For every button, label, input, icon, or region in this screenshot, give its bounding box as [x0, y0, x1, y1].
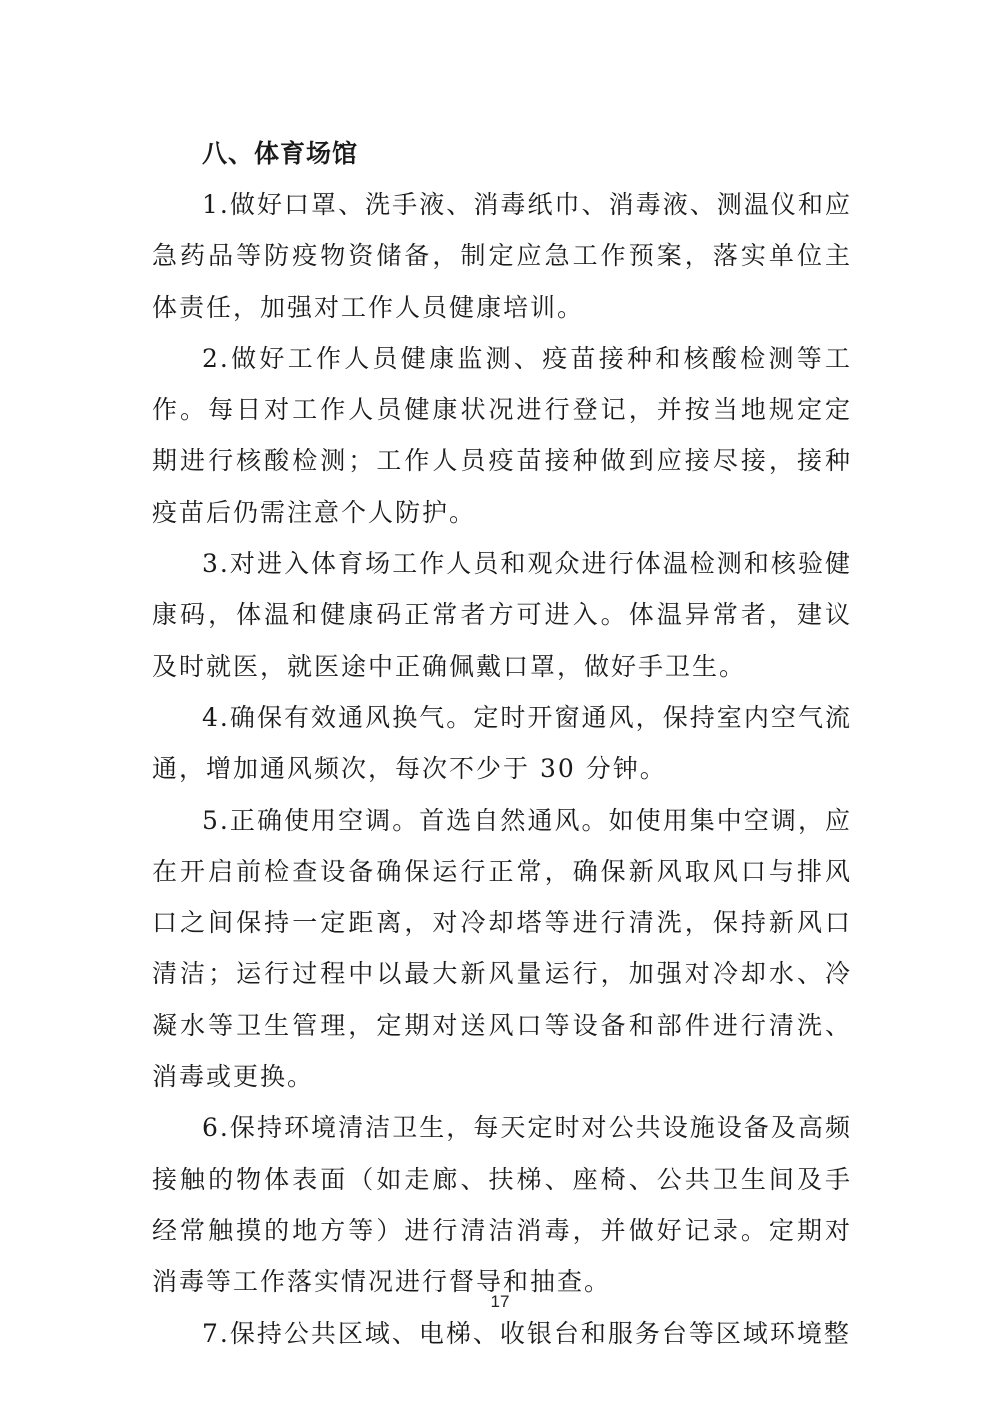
paragraph-6: 6.保持环境清洁卫生，每天定时对公共设施设备及高频接触的物体表面（如走廊、扶梯、座椅、公共卫生间及手经常触摸的地方等）进行清洁消毒，并做好记录。定期对消毒等工作落实情况进行督导和抽查。	[152, 1113, 852, 1297]
page-number: 17	[490, 1292, 510, 1311]
paragraph-4: 4.确保有效通风换气。定时开窗通风，保持室内空气流通，增加通风频次，每次不少于 30 分钟。	[152, 702, 852, 784]
paragraph-3: 3.对进入体育场工作人员和观众进行体温检测和核验健康码，体温和健康码正常者方可进入。体温异常者，建议及时就医，就医途中正确佩戴口罩，做好手卫生。	[152, 549, 852, 681]
paragraph-1: 1.做好口罩、洗手液、消毒纸巾、消毒液、测温仪和应急药品等防疫物资储备，制定应急工作预案，落实单位主体责任，加强对工作人员健康培训。	[152, 190, 852, 322]
paragraph-2: 2.做好工作人员健康监测、疫苗接种和核酸检测等工作。每日对工作人员健康状况进行登记，并按当地规定定期进行核酸检测；工作人员疫苗接种做到应接尽接，接种疫苗后仍需注意个人防护。	[152, 343, 852, 527]
paragraph-7: 7.保持公共区域、电梯、收银台和服务台等区域环境整	[202, 1318, 851, 1348]
page-content	[152, 128, 852, 1359]
paragraph-5: 5.正确使用空调。首选自然通风。如使用集中空调，应在开启前检查设备确保运行正常，确保新风取风口与排风口之间保持一定距离，对冷却塔等进行清洗，保持新风口清洁；运行过程中以最大新风量运行，加强对冷却水、冷凝水等卫生管理，定期对送风口等设备和部件进行清洗、消毒或更换。	[152, 805, 852, 1092]
section-title: 八、体育场馆	[202, 139, 359, 168]
